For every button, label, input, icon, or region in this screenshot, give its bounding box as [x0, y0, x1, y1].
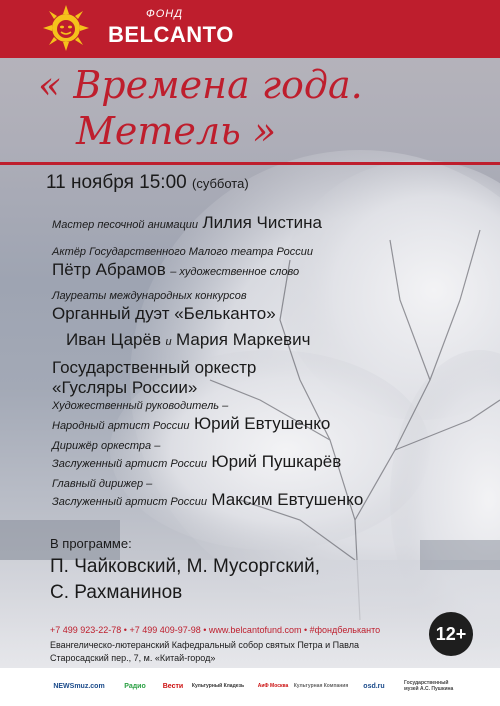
- sun-mask-logo-icon: [42, 4, 90, 52]
- title-line-1: « Времена года.: [38, 63, 363, 107]
- program-label: В программе:: [50, 536, 132, 551]
- venue-line: Евангелическо-лютеранский Кафедральный собор святых Петра и Павла: [50, 640, 359, 650]
- orchestra-line-1: Государственный оркестр: [52, 358, 257, 377]
- art-director-name: Юрий Евтушенко: [193, 414, 331, 433]
- contacts-line: +7 499 923-22-78 • +7 499 409-97-98 • www.belcantofund.com • #фондбельканто: [50, 625, 381, 635]
- art-director-role-2: Народный артист России: [52, 420, 190, 432]
- sponsor-logo: АиФ Москва: [257, 683, 289, 689]
- event-datetime: 11 ноября 15:00: [46, 172, 187, 193]
- conductor-line: [52, 452, 341, 472]
- age-rating-badge: 12+: [429, 612, 473, 656]
- chief-conductor-role-1: Главный дирижер –: [52, 478, 153, 490]
- conductor-role-2: Заслуженный артист России: [52, 458, 207, 470]
- fond-label: ФОНД: [146, 8, 183, 20]
- sponsor-logo: Радио: [124, 682, 146, 690]
- title-divider: [0, 162, 500, 165]
- actor-name: Пётр Абрамов: [52, 260, 166, 279]
- sponsor-logo: Культурный Кладезь: [191, 683, 245, 689]
- duet-member-2: Мария Маркевич: [176, 330, 311, 349]
- art-director-role-1: Художественный руководитель –: [52, 400, 229, 412]
- conductor-name: Юрий Пушкарёв: [211, 452, 342, 471]
- event-date: [46, 172, 249, 194]
- sponsor-logo: osd.ru: [363, 682, 385, 690]
- sand-artist-line: [52, 213, 322, 233]
- chief-conductor-role-2: Заслуженный артист России: [52, 496, 207, 508]
- orchestra-line-2: «Гусляры России»: [52, 378, 198, 397]
- duet-members: [66, 330, 310, 350]
- address-line: Старосадский пер., 7, м. «Китай-город»: [50, 653, 216, 663]
- duet-name: Органный дуэт «Бельканто»: [52, 304, 276, 323]
- brand-name: BELCANTO: [108, 22, 234, 47]
- sponsor-logo: Вести: [162, 682, 184, 690]
- title-line-2: Метель »: [76, 109, 277, 153]
- art-director-line: [52, 414, 330, 434]
- sand-artist-role: Мастер песочной анимации: [52, 219, 199, 231]
- sand-artist-name: Лилия Чистина: [202, 213, 322, 232]
- duet-and: и: [165, 336, 172, 348]
- header-bar: [0, 0, 500, 58]
- sponsor-logo: NEWSmuz.com: [53, 682, 105, 690]
- actor-line: [52, 260, 299, 280]
- chief-conductor-line: [52, 490, 363, 510]
- laureates-label: Лауреаты международных конкурсов: [52, 290, 247, 302]
- actor-role: Актёр Государственного Малого театра России: [52, 246, 314, 258]
- sponsor-logo: Культурная Компания: [293, 683, 349, 689]
- program-line-2: С. Рахманинов: [50, 582, 183, 603]
- duet-member-1: Иван Царёв: [66, 330, 161, 349]
- actor-suffix: – художественное слово: [170, 266, 300, 278]
- event-weekday: (суббота): [191, 176, 249, 191]
- conductor-role-1: Дирижёр оркестра –: [52, 440, 161, 452]
- sponsor-logo: Государственный музей А.С. Пушкина: [404, 680, 454, 692]
- program-line-1: П. Чайковский, М. Мусоргский,: [50, 556, 321, 577]
- chief-conductor-name: Максим Евтушенко: [211, 490, 364, 509]
